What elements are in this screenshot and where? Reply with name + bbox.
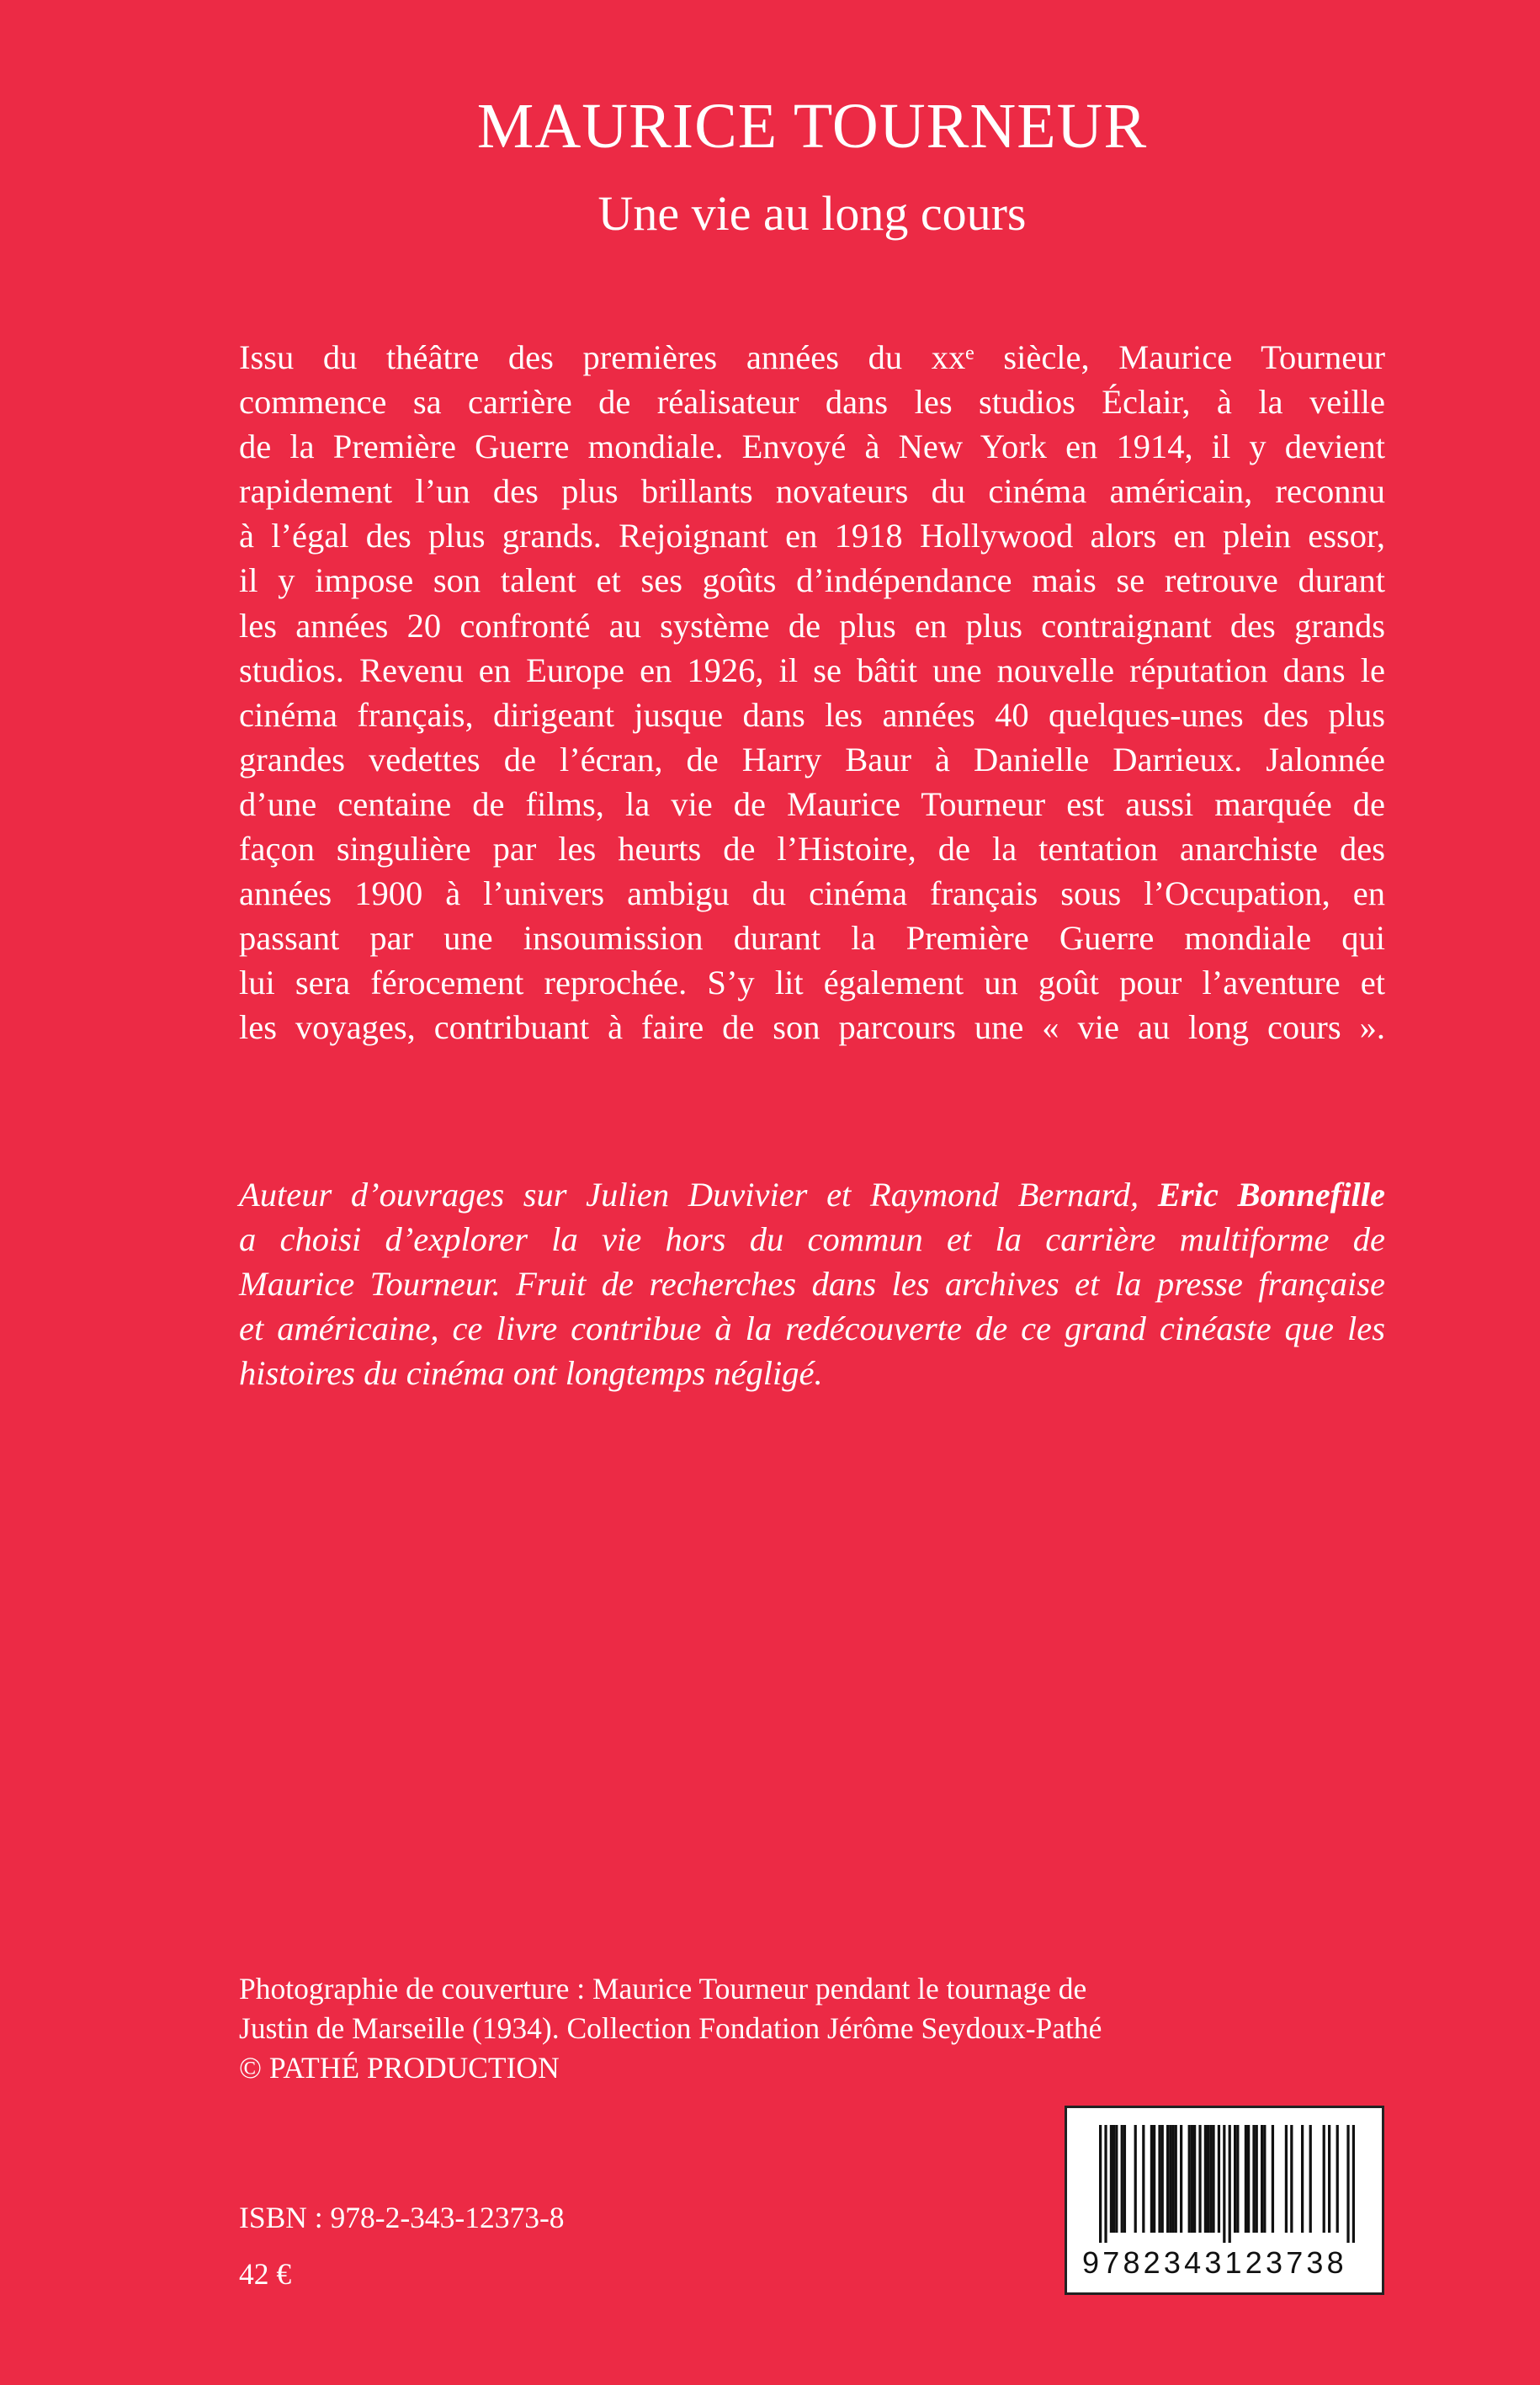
summary-line: rapidement l’un des plus brillants novateurs du cinéma américain, reconnu [239,472,1385,511]
barcode-bar [1113,2125,1115,2233]
barcode-bar [1142,2125,1144,2233]
isbn-text: ISBN : 978-2-343-12373-8 [239,2201,565,2234]
barcode-bar [1193,2125,1196,2233]
barcode-bar [1204,2125,1207,2233]
barcode-bar [1175,2125,1177,2233]
summary-line: d’une centaine de films, la vie de Maurice Tourneur est aussi marquée de [239,784,1385,823]
barcode-bar [1121,2125,1123,2233]
barcode-bar [1188,2125,1191,2233]
barcode-bar [1212,2125,1214,2233]
barcode-bar [1198,2125,1201,2233]
barcode-bar [1158,2125,1160,2233]
author-bio-line: Maurice Tourneur. Fruit de recherches dans les archives et la presse française [239,1265,1385,1304]
summary-line: commence sa carrière de réalisateur dans les studios Éclair, à la veille [239,383,1385,422]
barcode-bar [1110,2125,1113,2233]
copyright-line: © PATHÉ PRODUCTION [239,2051,560,2085]
barcode-bar [1256,2125,1258,2233]
barcode-bar [1150,2125,1153,2233]
barcode-bar [1346,2125,1349,2243]
book-title: MAURICE TOURNEUR [476,91,1148,162]
barcode-bar [1285,2125,1288,2233]
barcode-bar [1209,2125,1212,2233]
barcode-bar [1169,2125,1171,2233]
barcode-bar [1180,2125,1182,2233]
summary-line: Issu du théâtre des premières années du xxᵉ siècle, Maurice Tourneur [239,338,1385,376]
barcode-bar [1323,2125,1325,2233]
barcode-bar [1166,2125,1169,2233]
author-bio-line [239,1172,1385,1217]
barcode-bar [1290,2125,1293,2233]
summary-line: grandes vedettes de l’écran, de Harry Baur à Danielle Darrieux. Jalonnée [239,740,1385,778]
book-subtitle: Une vie au long cours [597,186,1027,241]
summary-line: il y impose son talent et ses goûts d’indépendance mais se retrouve durant [239,561,1385,600]
summary-line: cinéma français, dirigeant jusque dans les années 40 quelques-unes des plus [239,695,1385,734]
summary-line: lui sera férocement reprochée. S’y lit également un goût pour l’aventure et [239,964,1385,1002]
barcode-bar [1153,2125,1155,2233]
summary-line: les années 20 confronté au système de plus en plus contraignant des grands [239,606,1385,645]
barcode-bar [1261,2125,1263,2233]
barcode-bar [1336,2125,1339,2233]
summary-line: de la Première Guerre mondiale. Envoyé à New York en 1914, il y devient [239,428,1385,466]
author-bio-line: et américaine, ce livre contribue à la redécouverte de ce grand cinéaste que les [239,1309,1385,1348]
summary-line: à l’égal des plus grands. Rejoignant en 1918 Hollywood alors en plein essor, [239,517,1385,555]
barcode-bar [1171,2125,1174,2233]
barcode-bar [1161,2125,1164,2233]
summary-line: passant par une insoumission durant la Première Guerre mondiale qui [239,919,1385,958]
barcode-bar [1229,2125,1231,2243]
barcode-digits: 9782343123738 [1082,2245,1347,2280]
author-bio-intro: Auteur d’ouvrages sur Julien Duvivier et Raymond Bernard, [239,1176,1139,1214]
barcode-bar [1123,2125,1126,2233]
summary-line: années 1900 à l’univers ambigu du cinéma français sous l’Occupation, en [239,874,1385,913]
author-bio-line: a choisi d’explorer la vie hors du commun et la carrière multiforme de [239,1220,1385,1259]
barcode-bar [1245,2125,1247,2233]
summary-line: les voyages, contribuant à faire de son parcours une « vie au long cours ». [239,1008,1385,1047]
barcode-bar [1218,2125,1220,2233]
author-bio [239,1172,1385,1395]
summary-text [239,335,1385,1050]
barcode-bar [1234,2125,1236,2233]
photo-credit-line: Photographie de couverture : Maurice Tourneur pendant le tournage de [239,1972,1087,2005]
barcode-bar [1104,2125,1107,2243]
barcode-bar [1263,2125,1266,2233]
barcode-bar [1191,2125,1193,2233]
barcode-bars-icon [1099,2125,1355,2243]
summary-line: façon singulière par les heurts de l’Histoire, de la tentation anarchiste des [239,830,1385,868]
barcode-bar [1134,2125,1137,2233]
photo-credit-line: Justin de Marseille (1934). Collection Fondation Jérôme Seydoux-Pathé [239,2011,1102,2045]
barcode-bar [1236,2125,1239,2233]
barcode-bar [1099,2125,1102,2243]
barcode-bar [1223,2125,1225,2243]
price-text: 42 € [239,2257,292,2291]
author-name: Eric Bonnefille [1157,1176,1385,1214]
barcode-bar [1272,2125,1274,2233]
author-bio-line: histoires du cinéma ont longtemps négligé. [239,1354,823,1393]
barcode-bar [1247,2125,1250,2233]
barcode-bar [1207,2125,1209,2233]
barcode-bar [1252,2125,1255,2233]
barcode-bar [1301,2125,1304,2233]
photo-credits [239,1969,1333,2088]
barcode-bar [1309,2125,1312,2233]
summary-line: studios. Revenu en Europe en 1926, il se bâtit une nouvelle réputation dans le [239,651,1385,689]
barcode-bar [1115,2125,1118,2233]
barcode [1065,2106,1384,2295]
barcode-bar [1328,2125,1330,2233]
barcode-bar [1352,2125,1355,2243]
